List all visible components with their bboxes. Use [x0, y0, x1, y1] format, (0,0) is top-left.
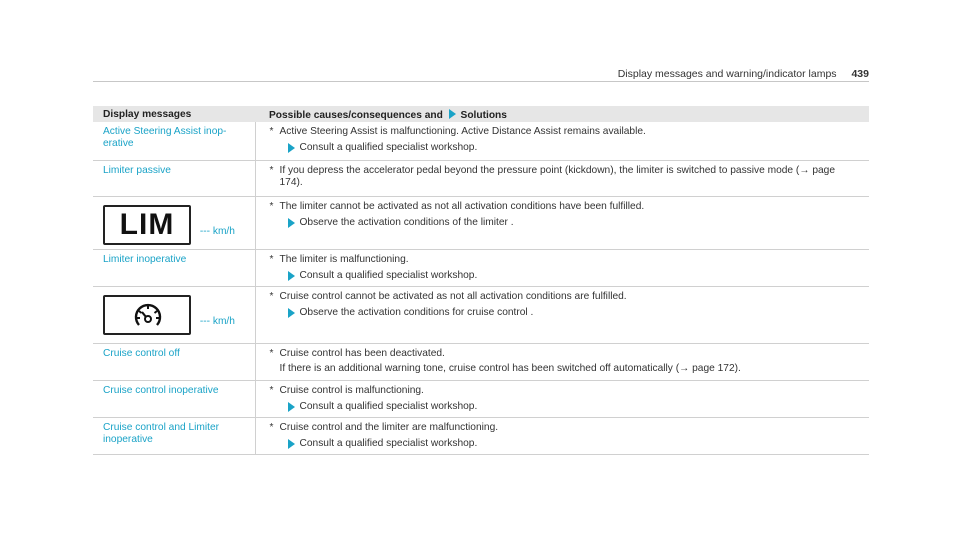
cause-item — [270, 165, 862, 189]
cause-item — [270, 291, 862, 303]
solution-item — [270, 142, 862, 154]
table-header-row — [93, 106, 869, 122]
solution-arrow-icon — [288, 271, 295, 281]
solution-arrow-icon — [288, 402, 295, 412]
table-row — [93, 249, 869, 286]
solution-item — [270, 217, 862, 229]
table-row — [93, 380, 869, 417]
causes-cell — [255, 380, 869, 417]
message-cell — [93, 286, 255, 343]
bullet: * — [269, 347, 274, 359]
message-cell: Active Steering Assist inop- erative — [93, 122, 255, 160]
cause-text: The limiter cannot be activated as not all activation conditions have been fulfilled. — [279, 200, 645, 212]
solution-item — [270, 401, 862, 413]
cause-text: The limiter is malfunctioning. — [279, 253, 409, 265]
causes-cell — [255, 122, 869, 160]
solution-item — [270, 438, 862, 450]
page-number: 439 — [851, 68, 869, 80]
solution-text: Observe the activation conditions for cruise control . — [299, 306, 534, 318]
col-header-prefix: Possible causes/consequences and — [269, 109, 443, 121]
bullet: * — [269, 421, 274, 433]
causes-cell — [255, 343, 869, 380]
message-cell: Cruise control off — [93, 343, 255, 380]
lim-icon-text: LIM — [119, 207, 175, 241]
solution-arrow-icon — [288, 218, 295, 228]
cause-text: Cruise control and the limiter are malfunctioning. — [279, 421, 499, 433]
solution-text: Consult a qualified specialist workshop. — [299, 437, 478, 449]
solution-item — [270, 307, 862, 319]
solution-text: Consult a qualified specialist workshop. — [299, 142, 478, 153]
table-row — [93, 417, 869, 454]
message-cell — [93, 196, 255, 249]
solution-arrow-icon — [288, 439, 295, 449]
solution-text: Consult a qualified specialist workshop. — [299, 269, 478, 281]
solution-text: Observe the activation conditions of the limiter . — [299, 216, 514, 228]
cause-item — [270, 385, 862, 397]
col-header-display-messages: Display messages — [93, 106, 255, 122]
cause-item — [270, 348, 862, 360]
causes-cell — [255, 417, 869, 454]
cause-item — [270, 422, 862, 434]
cause-text: Cruise control is malfunctioning. — [279, 384, 424, 396]
display-messages-table — [93, 106, 869, 455]
cruise-control-gauge-icon — [103, 295, 191, 335]
causes-cell — [255, 286, 869, 343]
gauge-icon — [133, 301, 163, 331]
solution-arrow-icon — [288, 143, 295, 153]
solution-arrow-icon — [449, 109, 456, 119]
cause-text: Active Steering Assist is malfunctioning. Active Distance Assist remains available. — [279, 126, 646, 137]
table-row — [93, 196, 869, 249]
cause-text: If you depress the accelerator pedal beyond the pressure point (kickdown), the limiter is switched to passive mode (→ page 174). — [279, 164, 836, 188]
causes-cell — [255, 160, 869, 196]
table-row — [93, 122, 869, 160]
limiter-lim-icon — [103, 205, 191, 245]
message-cell: Cruise control inoperative — [93, 380, 255, 417]
cause-item — [270, 201, 862, 213]
col-header-causes-solutions — [255, 106, 869, 122]
solution-arrow-icon — [288, 308, 295, 318]
table-row — [93, 286, 869, 343]
causes-cell — [255, 249, 869, 286]
cause-item — [270, 254, 862, 266]
speed-readout: --- km/h — [199, 315, 235, 327]
cause-extra-text: If there is an additional warning tone, cruise control has been switched off automatically (→ page 172). — [279, 362, 741, 374]
causes-cell — [255, 196, 869, 249]
message-cell: Cruise control and Limiter inoperative — [93, 417, 255, 454]
cause-extra — [270, 363, 862, 375]
speed-readout: --- km/h — [199, 225, 235, 237]
section-title: Display messages and warning/indicator lamps — [617, 68, 837, 80]
bullet: * — [269, 164, 274, 176]
bullet: * — [269, 126, 274, 137]
solution-text: Consult a qualified specialist workshop. — [299, 400, 478, 412]
message-cell: Limiter passive — [93, 160, 255, 196]
cause-item — [270, 126, 862, 138]
message-cell: Limiter inoperative — [93, 249, 255, 286]
col-header-suffix: Solutions — [460, 109, 507, 121]
bullet: * — [269, 200, 274, 212]
bullet: * — [269, 290, 274, 302]
page-header — [93, 68, 869, 82]
table-row — [93, 343, 869, 380]
bullet: * — [269, 253, 274, 265]
cause-text: Cruise control has been deactivated. — [279, 347, 445, 359]
cause-text: Cruise control cannot be activated as not all activation conditions are fulfilled. — [279, 290, 627, 302]
solution-item — [270, 270, 862, 282]
table-row — [93, 160, 869, 196]
bullet: * — [269, 384, 274, 396]
